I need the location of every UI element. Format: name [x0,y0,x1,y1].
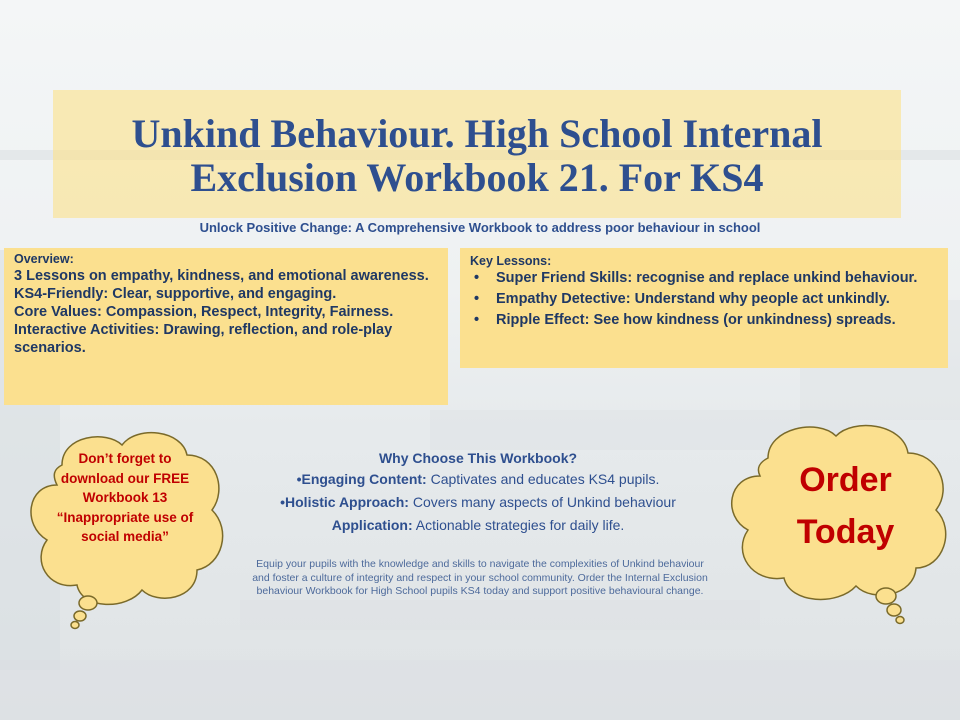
key-lessons-heading: Key Lessons: [470,254,552,268]
overview-box [4,248,448,405]
page-title: Unkind Behaviour. High School Internal Exclusion Workbook 21. For KS4 [131,111,823,200]
overview-line: KS4-Friendly: Clear, supportive, and engaging. [14,286,337,302]
list-item: • Super Friend Skills: recognise and replace unkind behaviour. [470,269,938,287]
why-point-label: Application: [331,517,413,533]
why-point-label: •Engaging Content: [296,471,427,487]
overview-line: Interactive Activities: Drawing, reflection, and role-play scenarios. [14,322,393,356]
order-today-button[interactable]: Order Today [796,461,895,551]
why-point [228,514,728,537]
overview-line: 3 Lessons on empathy, kindness, and emotional awareness. [14,268,429,284]
list-item: • Ripple Effect: See how kindness (or unkindness) spreads. [470,311,938,329]
why-point-text: Captivates and educates KS4 pupils. [426,471,660,487]
subtitle: Unlock Positive Change: A Comprehensive Workbook to address poor behaviour in school [199,220,761,235]
overview-line: Core Values: Compassion, Respect, Integrity, Fairness. [14,304,394,320]
why-point-label: •Holistic Approach: [280,494,409,510]
why-point-text: Actionable strategies for daily life. [412,517,625,533]
why-point [228,468,728,491]
key-lessons-box [460,248,948,368]
order-today-cloud[interactable] [718,418,958,628]
why-point [228,491,728,514]
key-lessons-list [470,269,938,329]
why-choose-section [228,450,728,537]
overview-heading: Overview: [14,252,74,266]
free-workbook-cloud[interactable] [22,425,242,635]
why-point-text: Covers many aspects of Unkind behaviour [408,494,676,510]
list-item: • Empathy Detective: Understand why people act unkindly. [470,290,938,308]
free-workbook-note: Don’t forget to download our FREE Workbook 13 “Inappropriate use of social media” [56,451,194,544]
body-paragraph: Equip your pupils with the knowledge and skills to navigate the complexities of Unkind behaviour and foster a culture of integrity and respect in your school community. Order the Internal Exclusion behaviour Workbook for High School pupils KS4 today and support positive behavioural change. [252,558,708,597]
why-choose-title: Why Choose This Workbook? [378,450,578,466]
